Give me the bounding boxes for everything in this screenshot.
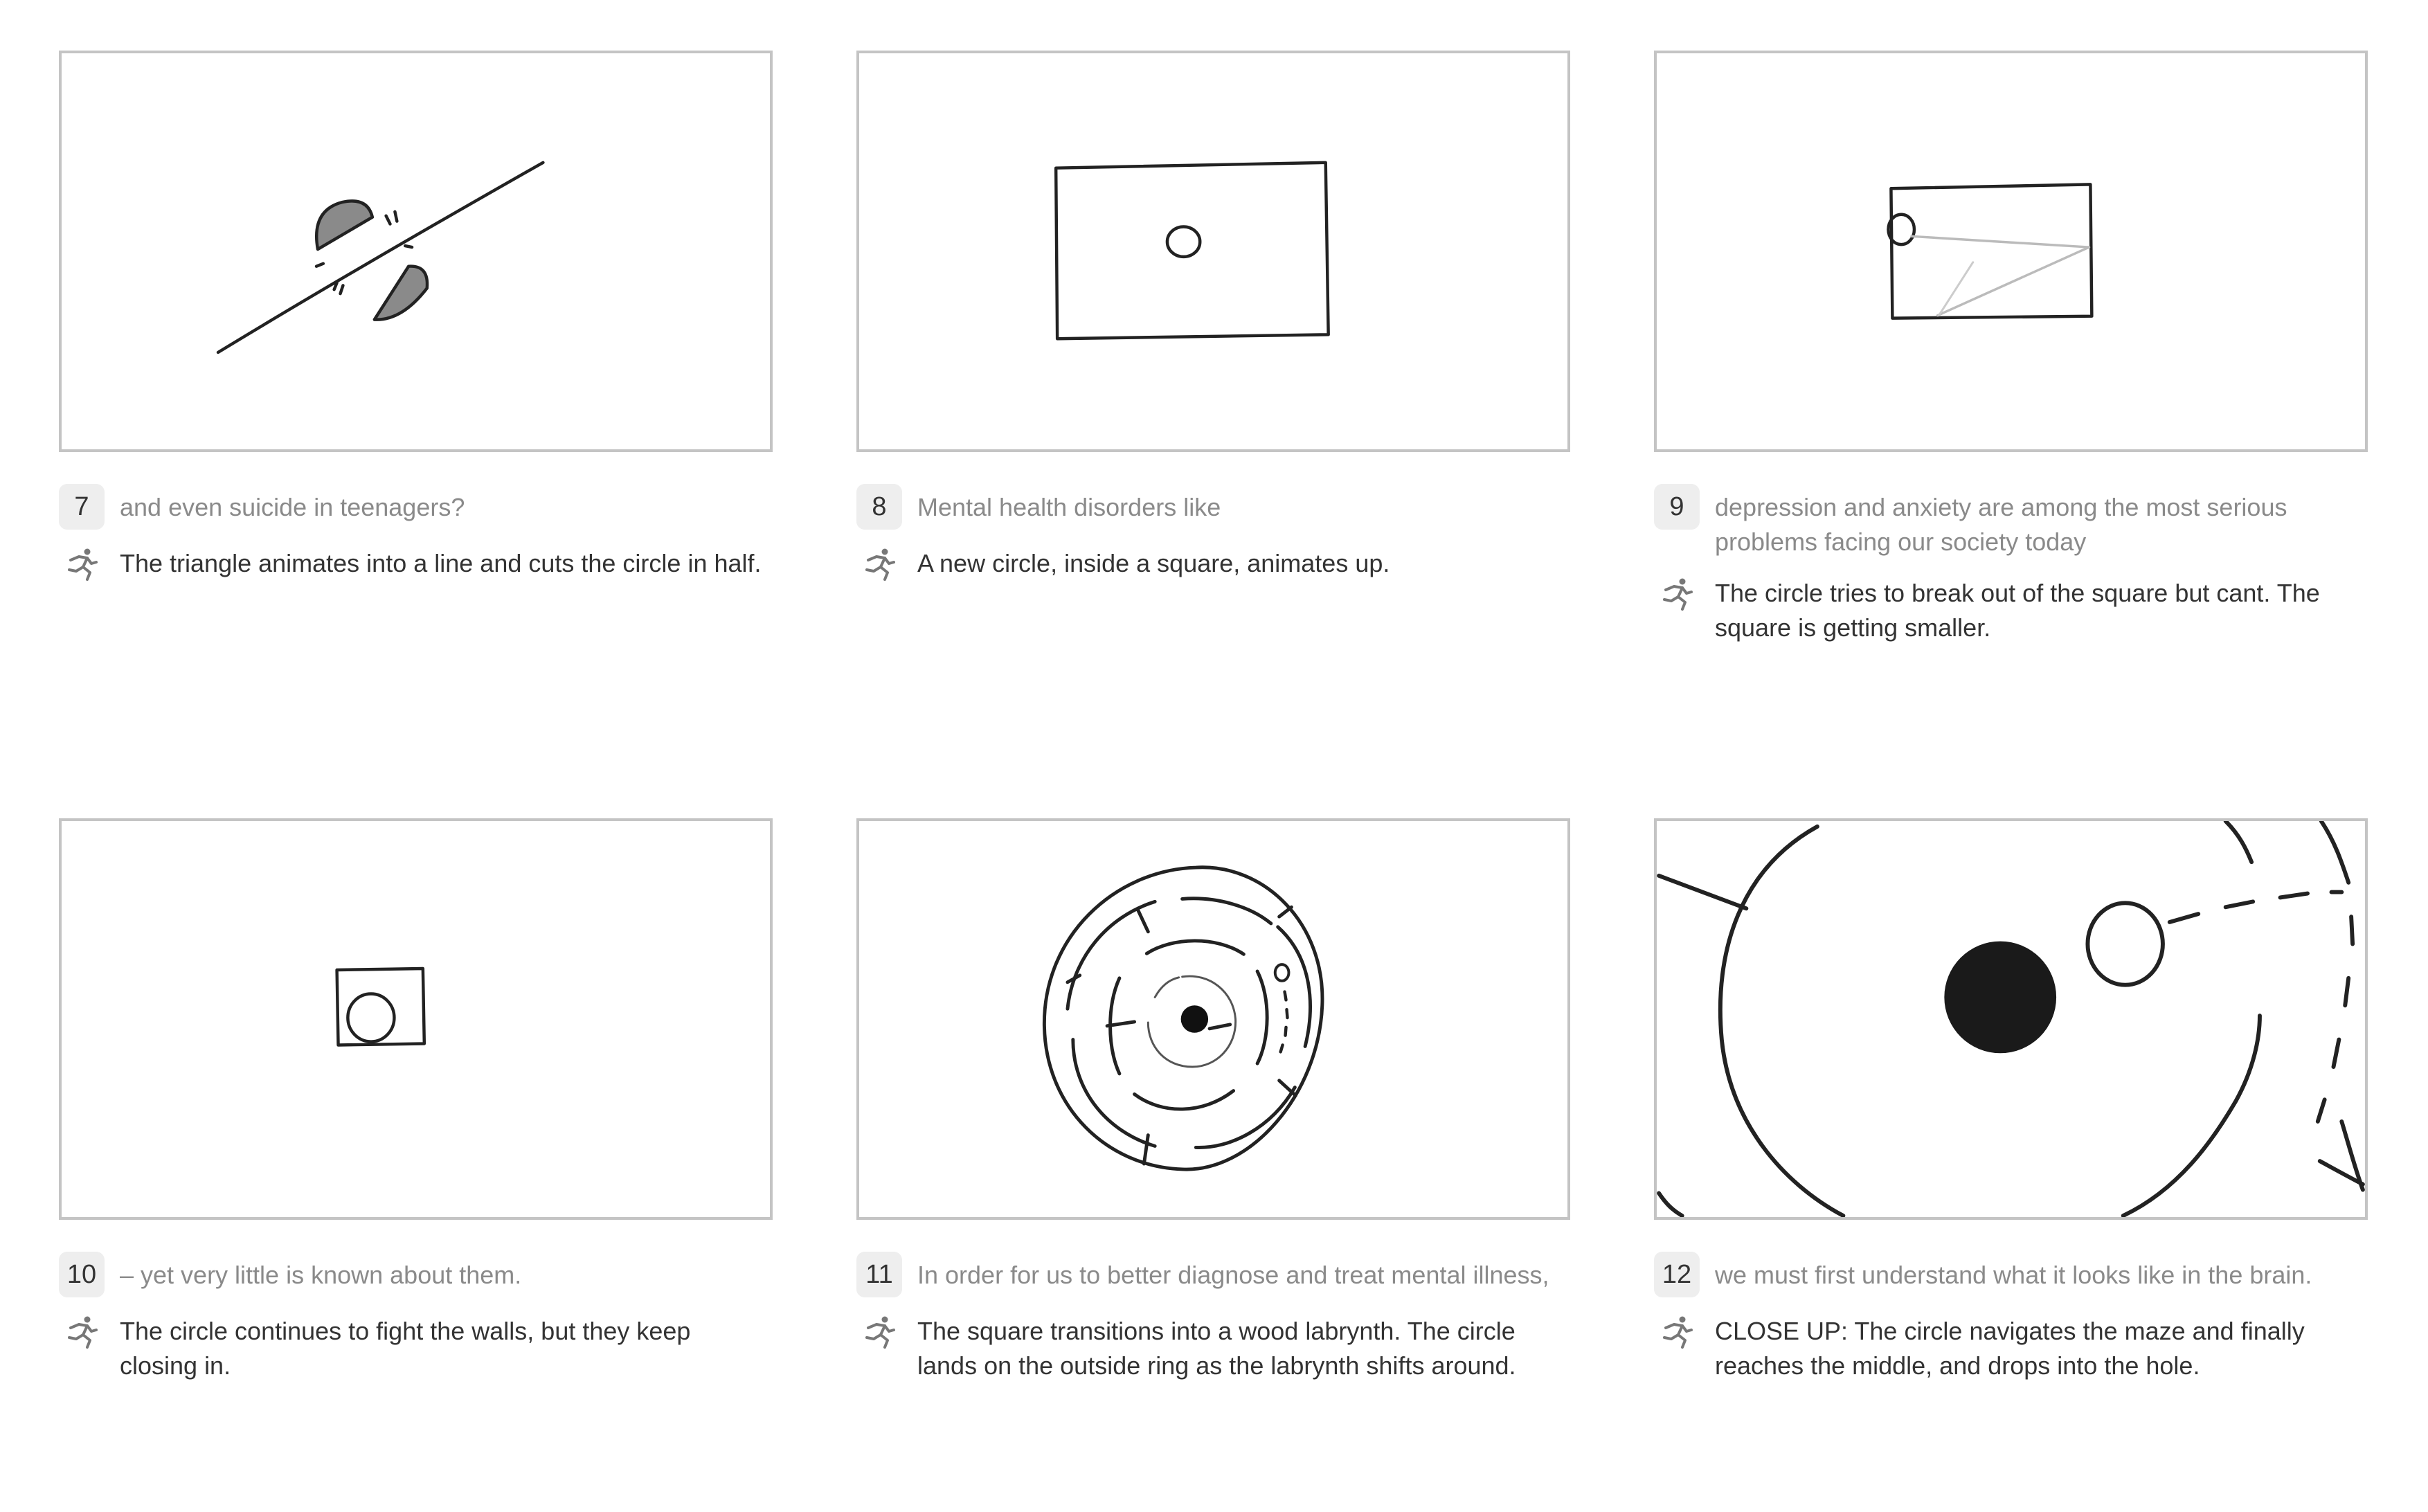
sketch-circle-in-small-square <box>62 821 770 1217</box>
sketch-labyrinth <box>859 821 1567 1217</box>
dialogue-text: and even suicide in teenagers? <box>120 493 465 521</box>
dialogue-text: Mental health disorders like <box>917 493 1221 521</box>
sketch-maze-closeup <box>1657 821 2365 1217</box>
action-description: The circle continues to fight the walls, but they keep closing in. <box>120 1317 691 1380</box>
dialogue-text: depression and anxiety are among the most serious problems facing our society today <box>1715 493 2287 556</box>
sketch-line-cuts-circle <box>62 53 770 449</box>
running-figure-icon <box>1654 576 1700 615</box>
storyboard-panel-7 <box>59 51 773 585</box>
running-figure-icon <box>1654 1314 1700 1353</box>
dialogue-text: we must first understand what it looks like in the brain. <box>1715 1261 2312 1289</box>
storyboard-panel-10 <box>59 818 773 1383</box>
panel-frame[interactable] <box>856 818 1570 1220</box>
panel-number: 9 <box>1654 484 1700 530</box>
running-figure-icon <box>856 546 902 585</box>
panel-frame[interactable] <box>59 51 773 452</box>
panel-frame[interactable] <box>59 818 773 1220</box>
panel-frame[interactable] <box>1654 818 2368 1220</box>
storyboard-panel-8 <box>856 51 1570 585</box>
panel-frame[interactable] <box>1654 51 2368 452</box>
sketch-circle-in-square <box>859 53 1567 449</box>
storyboard-panel-9 <box>1654 51 2368 645</box>
panel-number: 10 <box>59 1252 105 1297</box>
panel-number: 11 <box>856 1252 902 1297</box>
panel-frame[interactable] <box>856 51 1570 452</box>
action-description: The square transitions into a wood labrynth. The circle lands on the outside ring as the labrynth shifts around. <box>917 1317 1516 1380</box>
panel-number: 12 <box>1654 1252 1700 1297</box>
running-figure-icon <box>856 1314 902 1353</box>
dialogue-text: In order for us to better diagnose and treat mental illness, <box>917 1261 1549 1289</box>
sketch-circle-shrinking-square <box>1657 53 2365 449</box>
action-description: The circle tries to break out of the square but cant. The square is getting smaller. <box>1715 579 2320 642</box>
panel-number: 8 <box>856 484 902 530</box>
action-description: CLOSE UP: The circle navigates the maze and finally reaches the middle, and drops into the hole. <box>1715 1317 2305 1380</box>
dialogue-text: – yet very little is known about them. <box>120 1261 522 1289</box>
action-description: A new circle, inside a square, animates up. <box>917 549 1390 577</box>
storyboard-panel-12 <box>1654 818 2368 1383</box>
storyboard-panel-11 <box>856 818 1570 1383</box>
running-figure-icon <box>59 1314 105 1353</box>
panel-number: 7 <box>59 484 105 530</box>
running-figure-icon <box>59 546 105 585</box>
action-description: The triangle animates into a line and cuts the circle in half. <box>120 549 762 577</box>
